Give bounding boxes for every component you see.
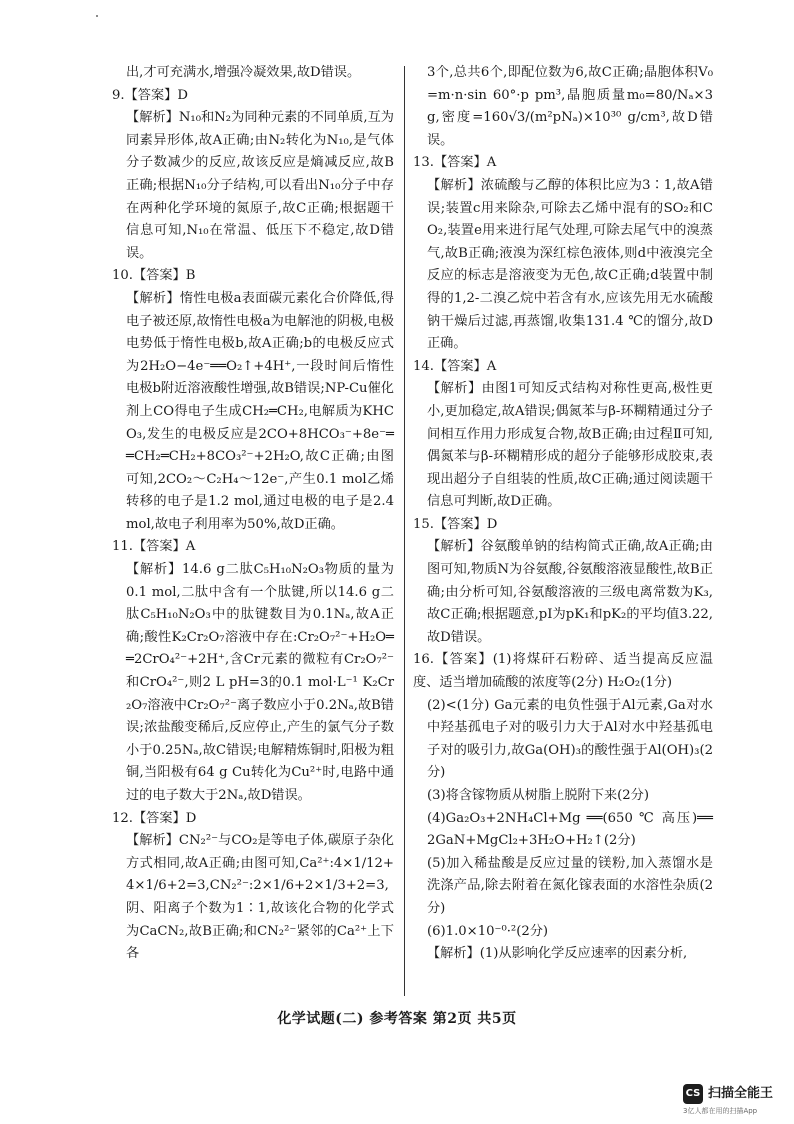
explanation-paragraph: (6)1.0×10⁻⁰·²(2分): [427, 923, 549, 939]
explanation-paragraph: (2)<(1分) Ga元素的电负性强于Al元素,Ga对水中羟基孤电子对的吸引力大于Al对水中羟基孤电子对的吸引力,故Ga(OH)₃的酸性强于Al(OH)₃(2分): [427, 697, 713, 781]
explanation-paragraph: 【解析】浓硫酸与乙醇的体积比应为3∶1,故A错误;装置c用来除杂,可除去乙烯中混有的SO₂和CO₂,装置e用来进行尾气处理,可除去尾气中的溴蒸气,故B正确;液溴为深红棕色液体,则d中液溴完全反应的标志是溶液变为无色,故C正确;d装置中制得的1,2-二溴乙烷中若含有水,应该先用无水硫酸钠干燥后过滤,再蒸馏,收集131.4 ℃的馏分,故D正确。: [427, 177, 713, 352]
explanation-paragraph: 出,才可充满水,增强冷凝效果,故D错误。: [126, 65, 361, 80]
explanation-paragraph: (4)Ga₂O₃+2NH₄Cl+Mg ══(650 ℃ 高压)══ 2GaN+MgCl₂+3H₂O+H₂↑(2分): [427, 810, 713, 849]
explanation-paragraph: 【解析】N₁₀和N₂为同种元素的不同单质,互为同素异形体,故A正确;由N₂转化为N₁₀,是气体分子数减少的反应,故该反应是熵减反应,故B正确;根据N₁₀分子结构,可以看出N₁₀分子中存在两种化学环境的氮原子,故C正确;根据题干信息可知,N₁₀在常温、低压下不稳定,故D错误。: [126, 110, 394, 261]
answer-heading: 10.【答案】B: [112, 268, 196, 284]
answer-heading: 9.【答案】D: [112, 87, 188, 103]
column-divider: [404, 66, 405, 996]
answer-heading: 12.【答案】D: [112, 810, 197, 826]
explanation-paragraph: 【解析】CN₂²⁻与CO₂是等电子体,碳原子杂化方式相同,故A正确;由图可知,Ca²⁺:4×1/12+4×1/6+2=3,CN₂²⁻:2×1/6+2×1/3+2=3,阴、阳离子个数为1∶1,故该化合物的化学式为CaCN₂,故B正确;和CN₂²⁻紧邻的Ca²⁺上下各: [126, 833, 394, 962]
page-footer: 化学试题(二) 参考答案 第2页 共5页: [277, 1011, 517, 1027]
explanation-paragraph: (5)加入稀盐酸是反应过量的镁粉,加入蒸馏水是洗涤产品,除去附着在氮化镓表面的水溶性杂质(2分): [427, 855, 713, 916]
explanation-paragraph: 【解析】惰性电极a表面碳元素化合价降低,得电子被还原,故惰性电极a为电解池的阴极,电极电势低于惰性电极b,故A正确;b的电极反应式为2H₂O−4e⁻══O₂↑+4H⁺,一段时间后惰性电极b附近溶液酸性增强,故B错误;NP-Cu催化剂上CO得电子生成CH₂═CH₂,电解质为KHCO₃,发生的电极反应是2CO+8HCO₃⁻+8e⁻══CH₂═CH₂+8CO₃²⁻+2H₂O,故C正确;由图可知,2CO₂～C₂H₄～12e⁻,产生0.1 mol乙烯转移的电子是1.2 mol,通过电极的电子是2.4 mol,故电子利用率为50%,故D正确。: [126, 290, 394, 532]
scanner-watermark: [683, 1082, 783, 1118]
explanation-paragraph: 【解析】14.6 g二肽C₅H₁₀N₂O₃物质的量为0.1 mol,二肽中含有一个肽键,所以14.6 g二肽C₅H₁₀N₂O₃中的肽键数目为0.1Nₐ,故A正确;酸性K₂Cr₂O₇溶液中存在:Cr₂O₇²⁻+H₂O══2CrO₄²⁻+2H⁺,含Cr元素的微粒有Cr₂O₇²⁻和CrO₄²⁻,则2 L pH=3的0.1 mol·L⁻¹ K₂Cr₂O₇溶液中Cr₂O₇²⁻离子数应小于0.2Nₐ,故B错误;浓盐酸变稀后,反应停止,产生的氯气分子数小于0.25Nₐ,故C错误;电解精炼铜时,阳极为粗铜,当阳极有64 g Cu转化为Cu²⁺时,电路中通过的电子数大于2Nₐ,故D错误。: [126, 562, 394, 803]
logo-name: 扫描全能王: [708, 1086, 774, 1101]
explanation-paragraph: (3)将含镓物质从树脂上脱附下来(2分): [427, 788, 649, 803]
answer-heading: 13.【答案】A: [413, 155, 497, 171]
answer-heading: 11.【答案】A: [112, 539, 196, 555]
answer-heading: 16.【答案】(1)将煤矸石粉碎、适当提高反应温度、适当增加硫酸的浓度等(2分) H₂O₂(1分): [413, 652, 713, 691]
explanation-paragraph: 【解析】谷氨酸单钠的结构简式正确,故A正确;由图可知,物质N为谷氨酸,谷氨酸溶液显酸性,故B正确;由分析可知,谷氨酸溶液的三级电离常数为K₃,故C正确;根据题意,pI为pK₁和pK₂的平均值3.22,故D错误。: [427, 539, 713, 645]
right-column: [413, 62, 713, 966]
explanation-paragraph: 【解析】由图1可知反式结构对称性更高,极性更小,更加稳定,故A错误;偶氮苯与β-环糊精通过分子间相互作用力形成复合物,故B正确;由过程Ⅱ可知,偶氮苯与β-环糊精形成的超分子能够形成胶束,表现出超分子自组装的性质,故C正确;通过阅读题干信息可判断,故D正确。: [427, 381, 713, 510]
answer-heading: 15.【答案】D: [413, 516, 498, 532]
explanation-paragraph: 【解析】(1)从影响化学反应速率的因素分析,: [427, 946, 688, 962]
cs-logo-icon: CS: [683, 1084, 703, 1104]
logo-tagline: 3亿人都在用的扫描App: [683, 1107, 758, 1115]
explanation-paragraph: 3个,总共6个,即配位数为6,故C正确;晶胞体积V₀=m·n·sin 60°·p pm³,晶胞质量m₀=80/Nₐ×3 g,密度=160√3/(m²pNₐ)×10³⁰ g/cm³,故D错误。: [427, 65, 713, 148]
left-column: [112, 62, 394, 966]
answer-heading: 14.【答案】A: [413, 358, 497, 374]
scan-speck: [96, 15, 98, 17]
